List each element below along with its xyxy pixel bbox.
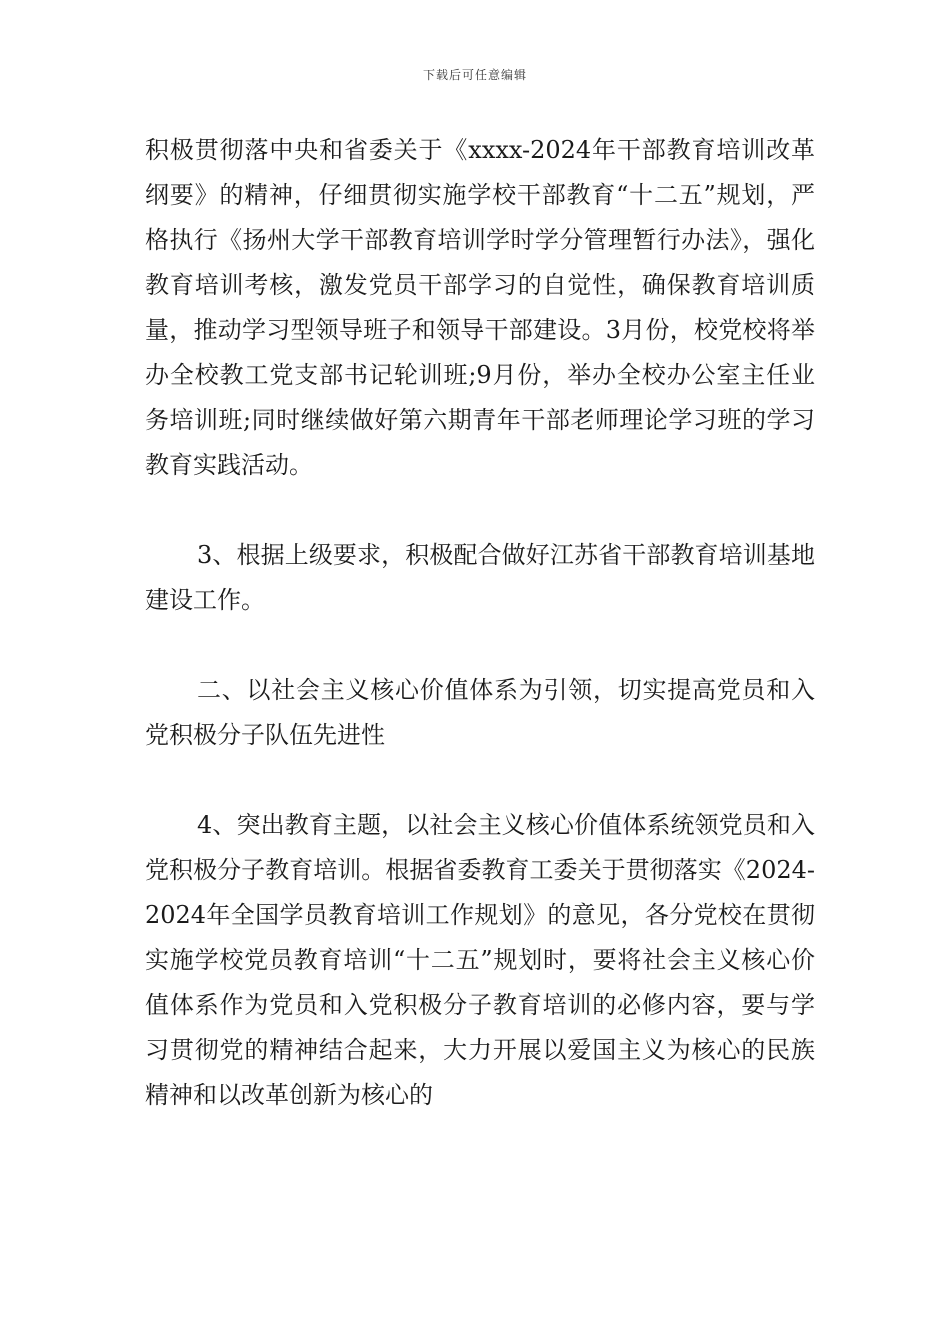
paragraph-item-4: 4、突出教育主题，以社会主义核心价值体系统领党员和入党积极分子教育培训。根据省委教育工委关于贯彻落实《2024-2024年全国学员教育培训工作规划》的意见，各分党校在贯彻实施学校党员教育培训“十二五”规划时，要将社会主义核心价值体系作为党员和入党积极分子教育培训的必修内容，要与学习贯彻党的精神结合起来，大力开展以爱国主义为核心的民族精神和以改革创新为核心的 (145, 811, 815, 1109)
paragraph-continuation: 积极贯彻落中央和省委关于《xxxx-2024年干部教育培训改革纲要》的精神，仔细贯彻实施学校干部教育“十二五”规划，严格执行《扬州大学干部教育培训学时学分管理暂行办法》，强化教育培训考核，激发党员干部学习的自觉性，确保教育培训质量，推动学习型领导班子和领导干部建设。3月份，校党校将举办全校教工党支部书记轮训班;9月份，举办全校办公室主任业务培训班;同时继续做好第六期青年干部老师理论学习班的学习教育实践活动。 (145, 136, 815, 479)
paragraph-item-3: 3、根据上级要求，积极配合做好江苏省干部教育培训基地建设工作。 (145, 541, 815, 614)
document-body (145, 128, 815, 1118)
page-header-note: 下载后可任意编辑 (422, 68, 527, 82)
section-heading-2: 二、以社会主义核心价值体系为引领，切实提高党员和入党积极分子队伍先进性 (145, 676, 815, 749)
